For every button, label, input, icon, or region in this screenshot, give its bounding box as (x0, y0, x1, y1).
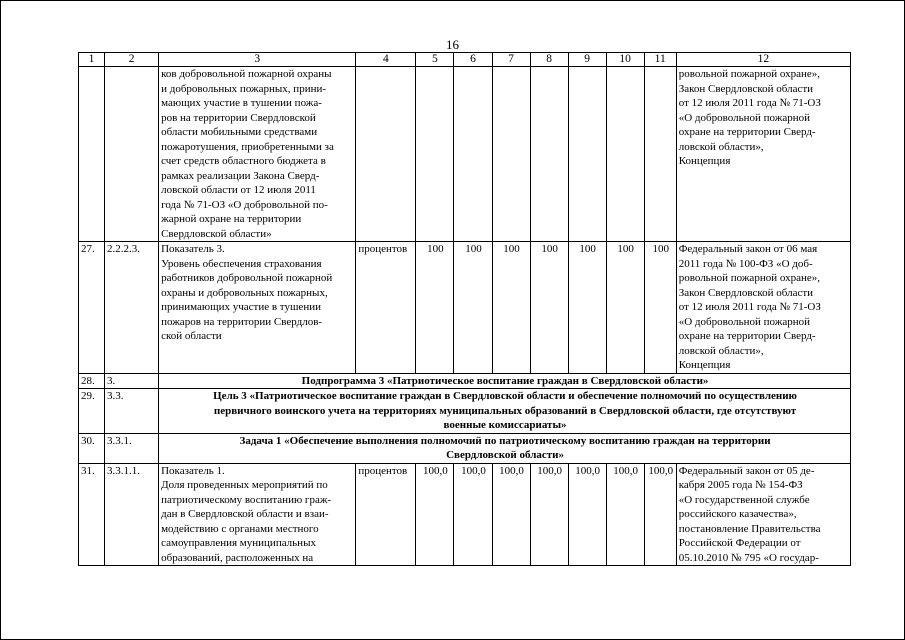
table-row-31 (79, 463, 851, 566)
col-header: 9 (568, 53, 606, 67)
col-header: 7 (492, 53, 530, 67)
code-cell: 3.3. (105, 389, 159, 434)
value-cell: 100 (530, 242, 568, 374)
col-header: 3 (159, 53, 356, 67)
col-header: 10 (606, 53, 644, 67)
value-cell (644, 67, 676, 242)
source-cell: ровольной пожарной охране», Закон Свердловской области от 12 июля 2011 года № 71-ОЗ «О добровольной пожарной охране на территории Сверд- ловской области», Концепция (676, 67, 850, 242)
value-cell (606, 67, 644, 242)
source-cell: Федеральный закон от 06 мая 2011 года № 100-ФЗ «О доб- ровольной пожарной охране», Закон Свердловской области от 12 июля 2011 года № 71-ОЗ «О добровольной пожарной охране на территории Сверд- ловской области», Концепция (676, 242, 850, 374)
row-number-cell: 27. (79, 242, 105, 374)
col-header: 8 (530, 53, 568, 67)
page-number: 16 (446, 37, 459, 52)
value-cell: 100 (606, 242, 644, 374)
col-header: 6 (454, 53, 492, 67)
row-number-cell: 28. (79, 373, 105, 389)
unit-cell: процентов (356, 242, 416, 374)
col-header: 4 (356, 53, 416, 67)
code-cell: 3.3.1.1. (105, 463, 159, 566)
code-cell (105, 67, 159, 242)
table-row-28 (79, 373, 851, 389)
indicator-cell: Показатель 3. Уровень обеспечения страхования работников добровольной пожарной охраны и добровольных пожарных, принимающих участие в тушении пожаров на территории Свердлов- ской области (159, 242, 356, 374)
code-cell: 2.2.2.3. (105, 242, 159, 374)
table-row-30 (79, 433, 851, 463)
value-cell: 100,0 (492, 463, 530, 566)
col-header: 2 (105, 53, 159, 67)
indicator-cell: ков добровольной пожарной охраны и добровольных пожарных, прини- мающих участие в тушении пожа- ров на территории Свердловской области мобильными средствами пожаротушения, приобретенными за счет средств областного бюджета в рамках реализации Закона Сверд- ловской области от 12 июля 2011 года № 71-ОЗ «О добровольной по- жарной охране на территории Свердловской области» (159, 67, 356, 242)
indicator-cell: Показатель 1. Доля проведенных мероприятий по патриотическому воспитанию граж- дан в Свердловской области и взаи- модействию с органами местного самоуправления муниципальных образований, расположенных на (159, 463, 356, 566)
value-cell (530, 67, 568, 242)
col-header: 12 (676, 53, 850, 67)
row-number-cell: 29. (79, 389, 105, 434)
value-cell: 100,0 (454, 463, 492, 566)
value-cell: 100 (568, 242, 606, 374)
value-cell (492, 67, 530, 242)
source-cell: Федеральный закон от 05 де- кабря 2005 года № 154-ФЗ «О государственной службе российского казачества», постановление Правительства Российской Федерации от 05.10.2010 № 795 «О государ- (676, 463, 850, 566)
value-cell (416, 67, 454, 242)
unit-cell (356, 67, 416, 242)
value-cell: 100 (454, 242, 492, 374)
goal-title: Цель 3 «Патриотическое воспитание граждан в Свердловской области и обеспечение полномочий по осуществлению первичного воинского учета на территориях муниципальных образований в Свердловской области, где отсутствуют военные комиссариаты» (159, 389, 851, 434)
value-cell: 100 (492, 242, 530, 374)
row-number-cell: 31. (79, 463, 105, 566)
code-cell: 3. (105, 373, 159, 389)
value-cell (568, 67, 606, 242)
row-number-cell (79, 67, 105, 242)
value-cell: 100,0 (530, 463, 568, 566)
indicators-table (78, 52, 851, 566)
value-cell: 100,0 (644, 463, 676, 566)
value-cell: 100,0 (606, 463, 644, 566)
header-row (79, 53, 851, 67)
task-title: Задача 1 «Обеспечение выполнения полномочий по патриотическому воспитанию граждан на территории Свердловской области» (159, 433, 851, 463)
value-cell (454, 67, 492, 242)
table-row-29 (79, 389, 851, 434)
value-cell: 100,0 (416, 463, 454, 566)
col-header: 1 (79, 53, 105, 67)
value-cell: 100 (644, 242, 676, 374)
col-header: 11 (644, 53, 676, 67)
table-row-continuation (79, 67, 851, 242)
value-cell: 100,0 (568, 463, 606, 566)
unit-cell: процентов (356, 463, 416, 566)
value-cell: 100 (416, 242, 454, 374)
col-header: 5 (416, 53, 454, 67)
table-row-27 (79, 242, 851, 374)
subprogram-title: Подпрограмма 3 «Патриотическое воспитание граждан в Свердловской области» (159, 373, 851, 389)
row-number-cell: 30. (79, 433, 105, 463)
code-cell: 3.3.1. (105, 433, 159, 463)
